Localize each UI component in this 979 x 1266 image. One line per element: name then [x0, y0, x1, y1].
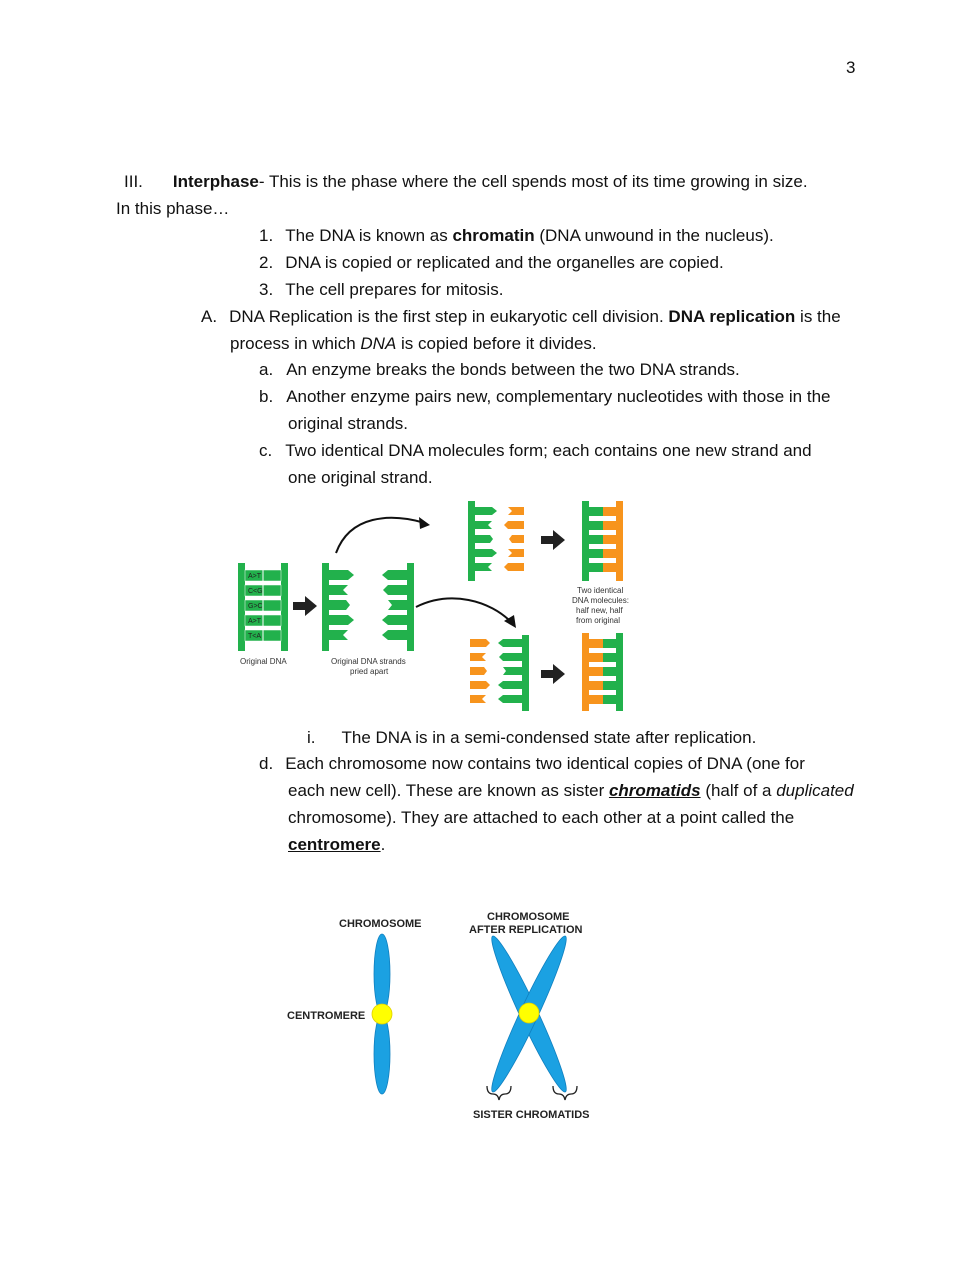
sub-item-d-line3: chromosome). They are attached to each other at a point called the [288, 808, 795, 827]
base-pair-label: C<G [248, 588, 263, 595]
list-number: 2. [259, 253, 274, 272]
list-text: DNA is copied or replicated and the organelles are copied. [285, 253, 724, 272]
sub-item-d-line2 [288, 781, 854, 801]
sub-letter: c. [259, 441, 273, 460]
section-continuation: In this phase… [116, 199, 230, 218]
roman-numeral: i. [307, 728, 316, 747]
sub-text: Another enzyme pairs new, complementary nucleotides with those in the [286, 387, 831, 406]
chromosome-figure [280, 900, 610, 1130]
base-pair-label: A>T [248, 618, 262, 625]
term-centromere: centromere [288, 835, 381, 854]
label-after-1: CHROMOSOME [487, 911, 570, 923]
sub-text: Two identical DNA molecules form; each contains one new strand and [285, 441, 812, 460]
sub-item-d-line4 [288, 835, 385, 855]
list-text: The cell prepares for mitosis. [285, 280, 504, 299]
base-pair-label: G>C [248, 603, 263, 610]
new-dna-molecule-top [582, 501, 623, 581]
list-text-rest: (DNA unwound in the nucleus). [534, 226, 774, 245]
arrow-right-icon [293, 596, 317, 616]
list-item [259, 226, 774, 246]
item-text: process in which [230, 334, 361, 353]
label-after-2: AFTER REPLICATION [469, 924, 583, 936]
centromere-dot [372, 1004, 392, 1024]
sub-text: The DNA is in a semi-condensed state after replication. [341, 728, 757, 747]
label-chromosome: CHROMOSOME [339, 918, 422, 930]
term-duplicated: duplicated [776, 781, 854, 800]
sub-item-c-cont: one original strand. [288, 468, 433, 487]
section-intro: - This is the phase where the cell spends most of its time growing in size. [258, 172, 808, 191]
sub-letter: b. [259, 387, 274, 406]
list-text: The DNA is known as [285, 226, 453, 245]
sub-item-b [259, 387, 830, 407]
label-two-4: from original [576, 616, 621, 625]
chromosome-replicated [484, 932, 573, 1095]
section-title: Interphase [172, 172, 259, 191]
bottom-strand-pairing [470, 635, 529, 711]
sub-sub-item-i [307, 728, 756, 748]
original-dna [238, 563, 288, 651]
sub-text-mid: (half of a [700, 781, 777, 800]
item-a-line2 [230, 334, 597, 354]
dna-replication-figure [230, 495, 640, 720]
term-dna: DNA [360, 334, 397, 353]
sub-item-c [259, 441, 812, 461]
label-two-1: Two identical [577, 586, 624, 595]
item-a-line1 [201, 307, 841, 327]
sub-item-a [259, 360, 740, 380]
arrow-right-icon [541, 664, 565, 684]
sub-text: An enzyme breaks the bonds between the two DNA strands. [286, 360, 740, 379]
label-sister-chromatids: SISTER CHROMATIDS [473, 1109, 590, 1121]
chromosome-single [372, 934, 392, 1094]
curved-arrow-down-icon [416, 598, 516, 628]
item-text: DNA Replication is the first step in eukaryotic cell division. [229, 307, 669, 326]
label-pried-1: Original DNA strands [331, 657, 406, 666]
label-original-dna: Original DNA [240, 657, 287, 666]
term-chromatin: chromatin [452, 226, 535, 245]
new-dna-molecule-bottom [582, 633, 623, 711]
sub-item-d [259, 754, 805, 774]
base-pair-label: T<A [248, 633, 262, 640]
label-two-2: DNA molecules: [572, 596, 629, 605]
curved-arrow-up-icon [336, 517, 430, 553]
section-heading [124, 172, 808, 192]
centromere-dot [519, 1003, 539, 1023]
base-pair-label: A>T [248, 573, 262, 580]
item-letter: A. [201, 307, 218, 326]
item-text-rest: is the [795, 307, 841, 326]
arrow-right-icon [541, 530, 565, 550]
list-item [259, 253, 724, 273]
sub-item-b-cont: original strands. [288, 414, 409, 433]
sub-text: each new cell). These are known as sister [288, 781, 609, 800]
label-pried-2: pried apart [350, 667, 389, 676]
list-number: 1. [259, 226, 274, 245]
top-strand-pairing [468, 501, 524, 581]
sub-text-end: . [380, 835, 386, 854]
section-numeral: III. [124, 172, 143, 191]
page-number: 3 [846, 58, 856, 77]
label-two-3: half new, half [576, 606, 623, 615]
list-number: 3. [259, 280, 274, 299]
sub-letter: a. [259, 360, 274, 379]
item-text-rest: is copied before it divides. [396, 334, 597, 353]
sub-text: Each chromosome now contains two identical copies of DNA (one for [285, 754, 805, 773]
term-dna-replication: DNA replication [668, 307, 796, 326]
pried-apart-strands [322, 563, 414, 651]
list-item [259, 280, 503, 300]
sub-letter: d. [259, 754, 274, 773]
label-centromere: CENTROMERE [287, 1010, 366, 1022]
term-chromatids: chromatids [608, 781, 701, 800]
